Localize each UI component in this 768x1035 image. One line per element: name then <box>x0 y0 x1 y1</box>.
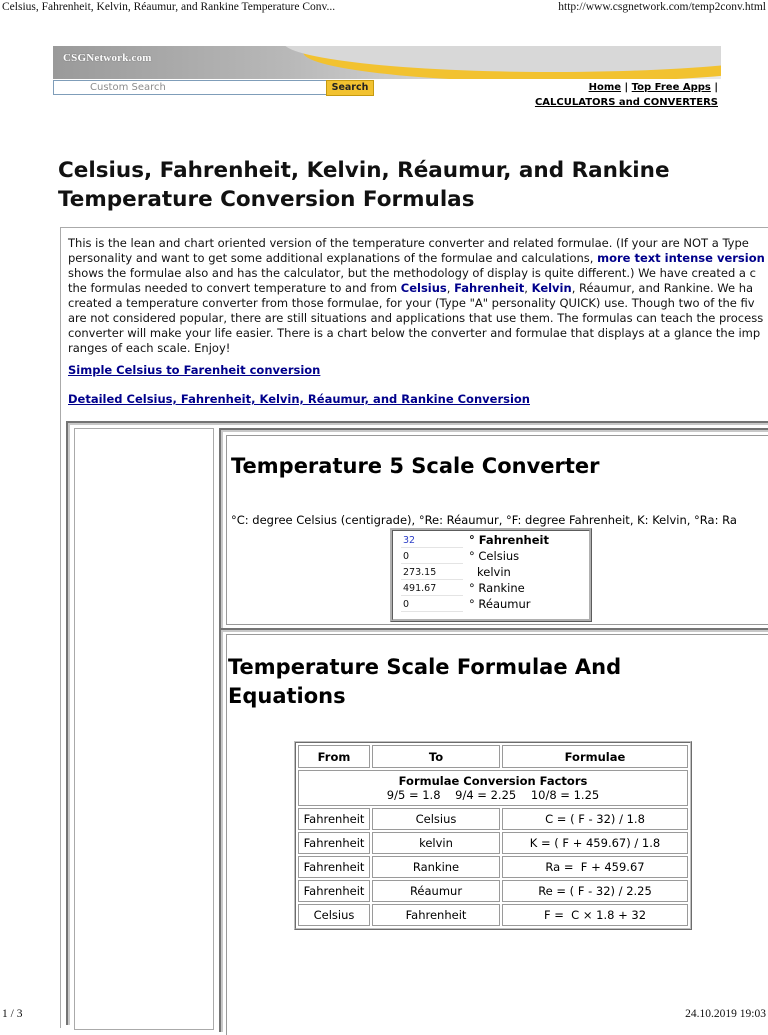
table-row <box>298 808 688 830</box>
top-links <box>535 80 718 110</box>
calculators-converters-link[interactable]: CALCULATORS and CONVERTERS <box>534 97 718 108</box>
kelvin-unit-label: kelvin <box>477 565 511 579</box>
intro-line: shows the formulae also and has the calculator, but the methodology of display is quite different.) We have created a c <box>68 266 756 280</box>
fahrenheit-unit-label: ° Fahrenheit <box>469 533 549 547</box>
home-link[interactable]: Home <box>588 82 622 93</box>
intro-line: the formulas needed to convert temperature to and from Celsius, Fahrenheit, Kelvin, Réaumur, and Rankine. We ha <box>68 281 754 295</box>
intro-paragraph <box>68 236 768 356</box>
left-cell <box>74 428 214 1030</box>
factors-title: Formulae Conversion Factors <box>398 774 588 788</box>
intro-line <box>68 251 768 266</box>
fahrenheit-link[interactable]: Fahrenheit <box>454 281 525 295</box>
formulae-title: Temperature Scale Formulae And Equations <box>228 655 622 708</box>
temperature-converter <box>390 528 592 622</box>
to-cell: Réaumur <box>372 880 500 902</box>
formula-cell: K = ( F + 459.67) / 1.8 <box>502 832 688 854</box>
reaumur-unit-label: ° Réaumur <box>469 597 531 611</box>
header-formulae: Formulae <box>502 745 688 768</box>
from-cell: Fahrenheit <box>298 832 370 854</box>
formula-cell: F = C × 1.8 + 32 <box>502 904 688 926</box>
scale-description: °C: degree Celsius (centigrade), °Re: Réaumur, °F: degree Fahrenheit, K: Kelvin, °Ra: Ra <box>231 513 737 527</box>
link-separator: | <box>624 82 629 93</box>
rankine-unit-label: ° Rankine <box>469 581 525 595</box>
intro-text: , Réaumur, and Rankine. We ha <box>571 281 754 295</box>
table-row <box>298 856 688 878</box>
intro-line: converter will make your life easier. There is a chart below the converter and formulae that displays at a glance the imp <box>68 326 761 340</box>
factors-row <box>298 770 688 806</box>
to-cell: Celsius <box>372 808 500 830</box>
simple-celsius-fahrenheit-link[interactable]: Simple Celsius to Farenheit conversion <box>68 363 321 377</box>
print-page-title: Celsius, Fahrenheit, Kelvin, Réaumur, and Rankine Temperature Conv... <box>2 1 336 13</box>
to-cell: Fahrenheit <box>372 904 500 926</box>
converter-title: Temperature 5 Scale Converter <box>231 454 600 478</box>
intro-line: ranges of each scale. Enjoy! <box>68 341 231 355</box>
intro-line: are not considered popular, there are still situations and applications that use them. The formulas can teach the process <box>68 311 764 325</box>
custom-search-input[interactable] <box>53 80 357 95</box>
intro-line: created a temperature converter from those formulae, for your (Type "A" personality QUICK) use. Though two of the fiv <box>68 296 755 310</box>
from-cell: Fahrenheit <box>298 808 370 830</box>
table-row <box>298 832 688 854</box>
header-to: To <box>372 745 500 768</box>
table-row <box>298 880 688 902</box>
celsius-unit-label: ° Celsius <box>469 549 520 563</box>
link-separator-2: | <box>714 82 718 93</box>
reaumur-input[interactable] <box>401 598 463 612</box>
print-header <box>0 1 768 17</box>
celsius-link[interactable]: Celsius <box>400 281 447 295</box>
formula-cell: C = ( F - 32) / 1.8 <box>502 808 688 830</box>
from-cell: Celsius <box>298 904 370 926</box>
intro-text: personality and want to get some additional explanations of the formulae and calculations, <box>68 251 594 265</box>
print-page-number: 1 / 3 <box>2 1008 23 1020</box>
intro-line: This is the lean and chart oriented version of the temperature converter and related formulae. (If your are NOT a Type <box>68 236 749 250</box>
site-logo[interactable]: CSGNetwork.com <box>63 52 152 64</box>
from-cell: Fahrenheit <box>298 856 370 878</box>
to-cell: kelvin <box>372 832 500 854</box>
table-row <box>298 904 688 926</box>
search-button[interactable]: Search <box>326 80 374 96</box>
site-banner <box>53 46 721 79</box>
print-url: http://www.csgnetwork.com/temp2conv.html <box>558 1 766 13</box>
fahrenheit-input[interactable] <box>401 534 463 548</box>
factors-values: 9/5 = 1.8 9/4 = 2.25 10/8 = 1.25 <box>386 788 600 802</box>
top-free-apps-link[interactable]: Top Free Apps <box>631 82 711 93</box>
kelvin-input[interactable] <box>401 566 463 580</box>
table-header-row <box>298 745 688 768</box>
celsius-input[interactable] <box>401 550 463 564</box>
to-cell: Rankine <box>372 856 500 878</box>
formulae-table <box>294 741 692 930</box>
formula-cell: Ra = F + 459.67 <box>502 856 688 878</box>
from-cell: Fahrenheit <box>298 880 370 902</box>
conversion-factors-cell <box>298 770 688 806</box>
page-title: Celsius, Fahrenheit, Kelvin, Réaumur, and Rankine Temperature Conversion Formulas <box>58 158 670 212</box>
formula-cell: Re = ( F - 32) / 2.25 <box>502 880 688 902</box>
print-datetime: 24.10.2019 19:03 <box>685 1008 766 1020</box>
kelvin-link[interactable]: Kelvin <box>531 281 572 295</box>
intro-text: the formulas needed to convert temperature to and from <box>68 281 398 295</box>
detailed-conversion-link[interactable]: Detailed Celsius, Fahrenheit, Kelvin, Réaumur, and Rankine Conversion <box>68 392 530 406</box>
header-from: From <box>298 745 370 768</box>
more-text-intense-version-link[interactable]: more text intense version <box>597 251 765 265</box>
rankine-input[interactable] <box>401 582 463 596</box>
